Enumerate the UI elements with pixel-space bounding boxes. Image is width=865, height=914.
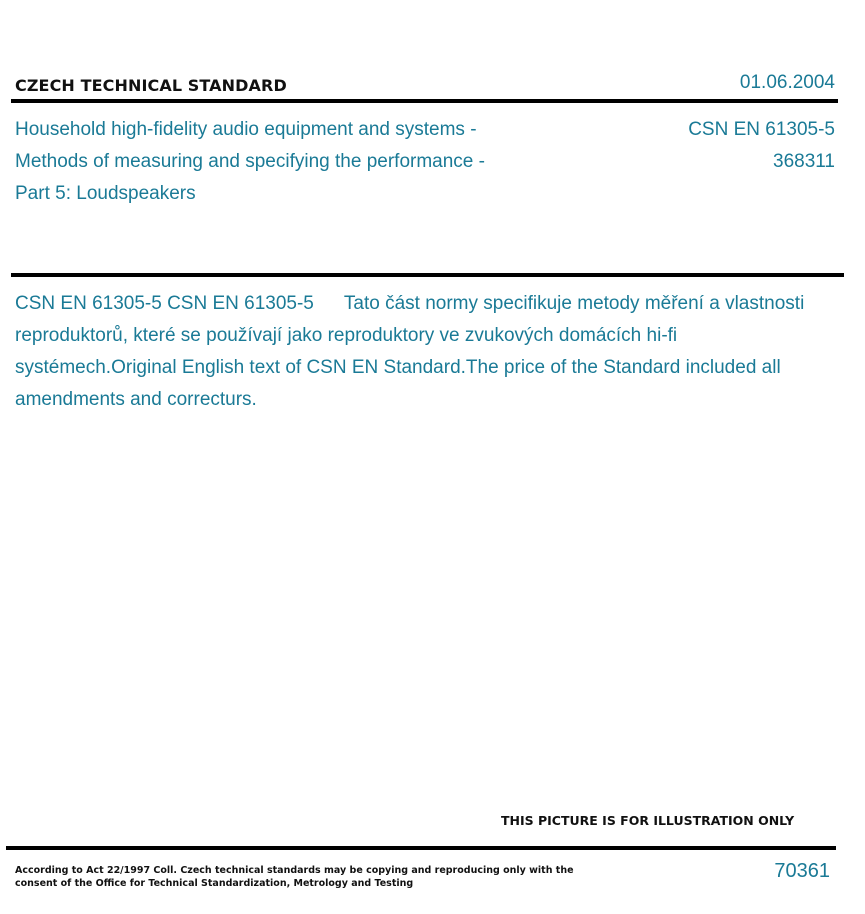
catalog-number: 368311 [773,151,835,172]
publication-date: 01.06.2004 [739,72,835,93]
footer-divider [6,846,836,850]
header-divider [11,99,838,103]
document-type-label: CZECH TECHNICAL STANDARD [15,76,287,95]
title-divider [11,273,844,277]
footer-code: 70361 [774,860,830,882]
standard-description [15,288,815,416]
standard-identifiers [688,114,835,178]
illustration-disclaimer: THIS PICTURE IS FOR ILLUSTRATION ONLY [501,813,795,828]
standard-code: CSN EN 61305-5 [688,119,835,140]
legal-notice: According to Act 22/1997 Coll. Czech technical standards may be copying and reproducing only with the consent of the Office for Technical Standardization, Metrology and Testing [15,865,574,889]
description-text: Tato část normy specifikuje metody měření a vlastnosti reproduktorů, které se používají jako reproduktory ve zvukových domácích hi-fi systémech.Original English text of CSN EN Standard.The price of the Standard included all amendments and correcturs. [15,293,805,410]
standard-title: Household high-fidelity audio equipment and systems - Methods of measuring and specifying the performance - Part 5: Loudspeakers [15,119,485,204]
description-codes: CSN EN 61305-5 CSN EN 61305-5 [15,293,314,314]
